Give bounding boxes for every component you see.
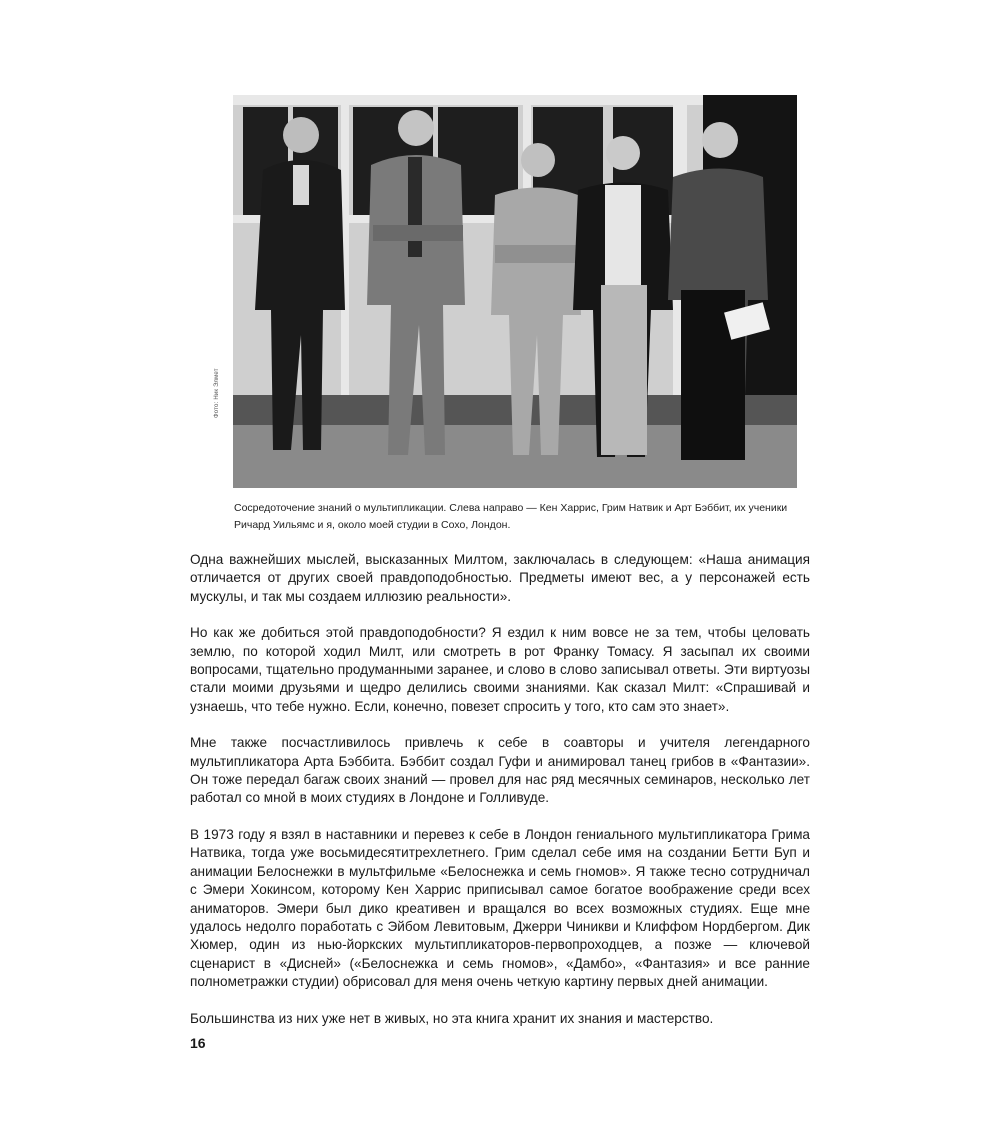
paragraph-5: Большинства из них уже нет в живых, но эта книга хранит их знания и мастерство. — [190, 1010, 714, 1026]
paragraph-3: Мне также посчастливилось привлечь к себе в соавторы и учителя легендарного мультипликатора Арта Бэббита. Бэббит создал Гуфи и анимировал танец грибов в «Фантазии». Он тоже передал багаж своих знаний — провел для нас ряд месячных семинаров, несколько лет работал со мной в моих студиях в Лондоне и Голливуде. — [190, 735, 810, 806]
paragraph-4: В 1973 году я взял в наставники и перевез к себе в Лондон гениального мультипликатора Грима Натвика, тогда уже восьмидесятитрехлетнего. Грим сделал себе имя на создании Бетти Буп и анимации Белоснежки в мультфильме «Белоснежка и семь гномов». Я также тесно сотрудничал с Эмери Хокинсом, которому Кен Харрис приписывал самое богатое воображение среди всех аниматоров. Эмери был дико креативен и вращался во всех возможных студиях. Еще мне удалось недолго поработать с Эйбом Левитовым, Джерри Чиникви и Клиффом Нордбергом. Дик Хюмер, один из нью-йоркских мультипликаторов-первопроходцев, а позже — ключевой сценарист в «Дисней» («Белоснежка и семь гномов», «Дамбо», «Фантазия» и все ранние полнометражки студии) обрисовал для меня очень четкую картину первых дней анимации. — [190, 826, 810, 990]
group-photo — [233, 95, 797, 488]
page-number: 16 — [190, 1035, 206, 1051]
photo-credit: Фото: Ник Элмет — [214, 368, 220, 418]
photo-caption: Сосредоточение знаний о мультипликации. Слева направо — Кен Харрис, Грим Натвик и Арт Бэббит, их ученики Ричард Уильямс и я, около моей студии в Сохо, Лондон. — [234, 502, 788, 531]
paragraph-1: Одна важнейших мыслей, высказанных Милтом, заключалась в следующем: «Наша анимация отличается от других своей правдоподобностью. Предметы имеют вес, а у персонажей есть мускулы, и так мы создаем иллюзию реальности». — [190, 552, 810, 604]
body-text — [190, 551, 810, 1046]
paragraph-2: Но как же добиться этой правдоподобности? Я ездил к ним вовсе не за тем, чтобы целовать землю, по которой ходил Милт, или смотреть в рот Франку Томасу. Я засыпал их своими вопросами, тщательно продуманными заранее, и слово в слово записывал ответы. Эти виртуозы стали моими друзьями и щедро делились своими знаниями. Как сказал Милт: «Спрашивай и узнаешь, что тебе нужно. Если, конечно, повезет спросить у того, кто сам это знает». — [190, 625, 810, 714]
photo-image — [233, 95, 797, 488]
